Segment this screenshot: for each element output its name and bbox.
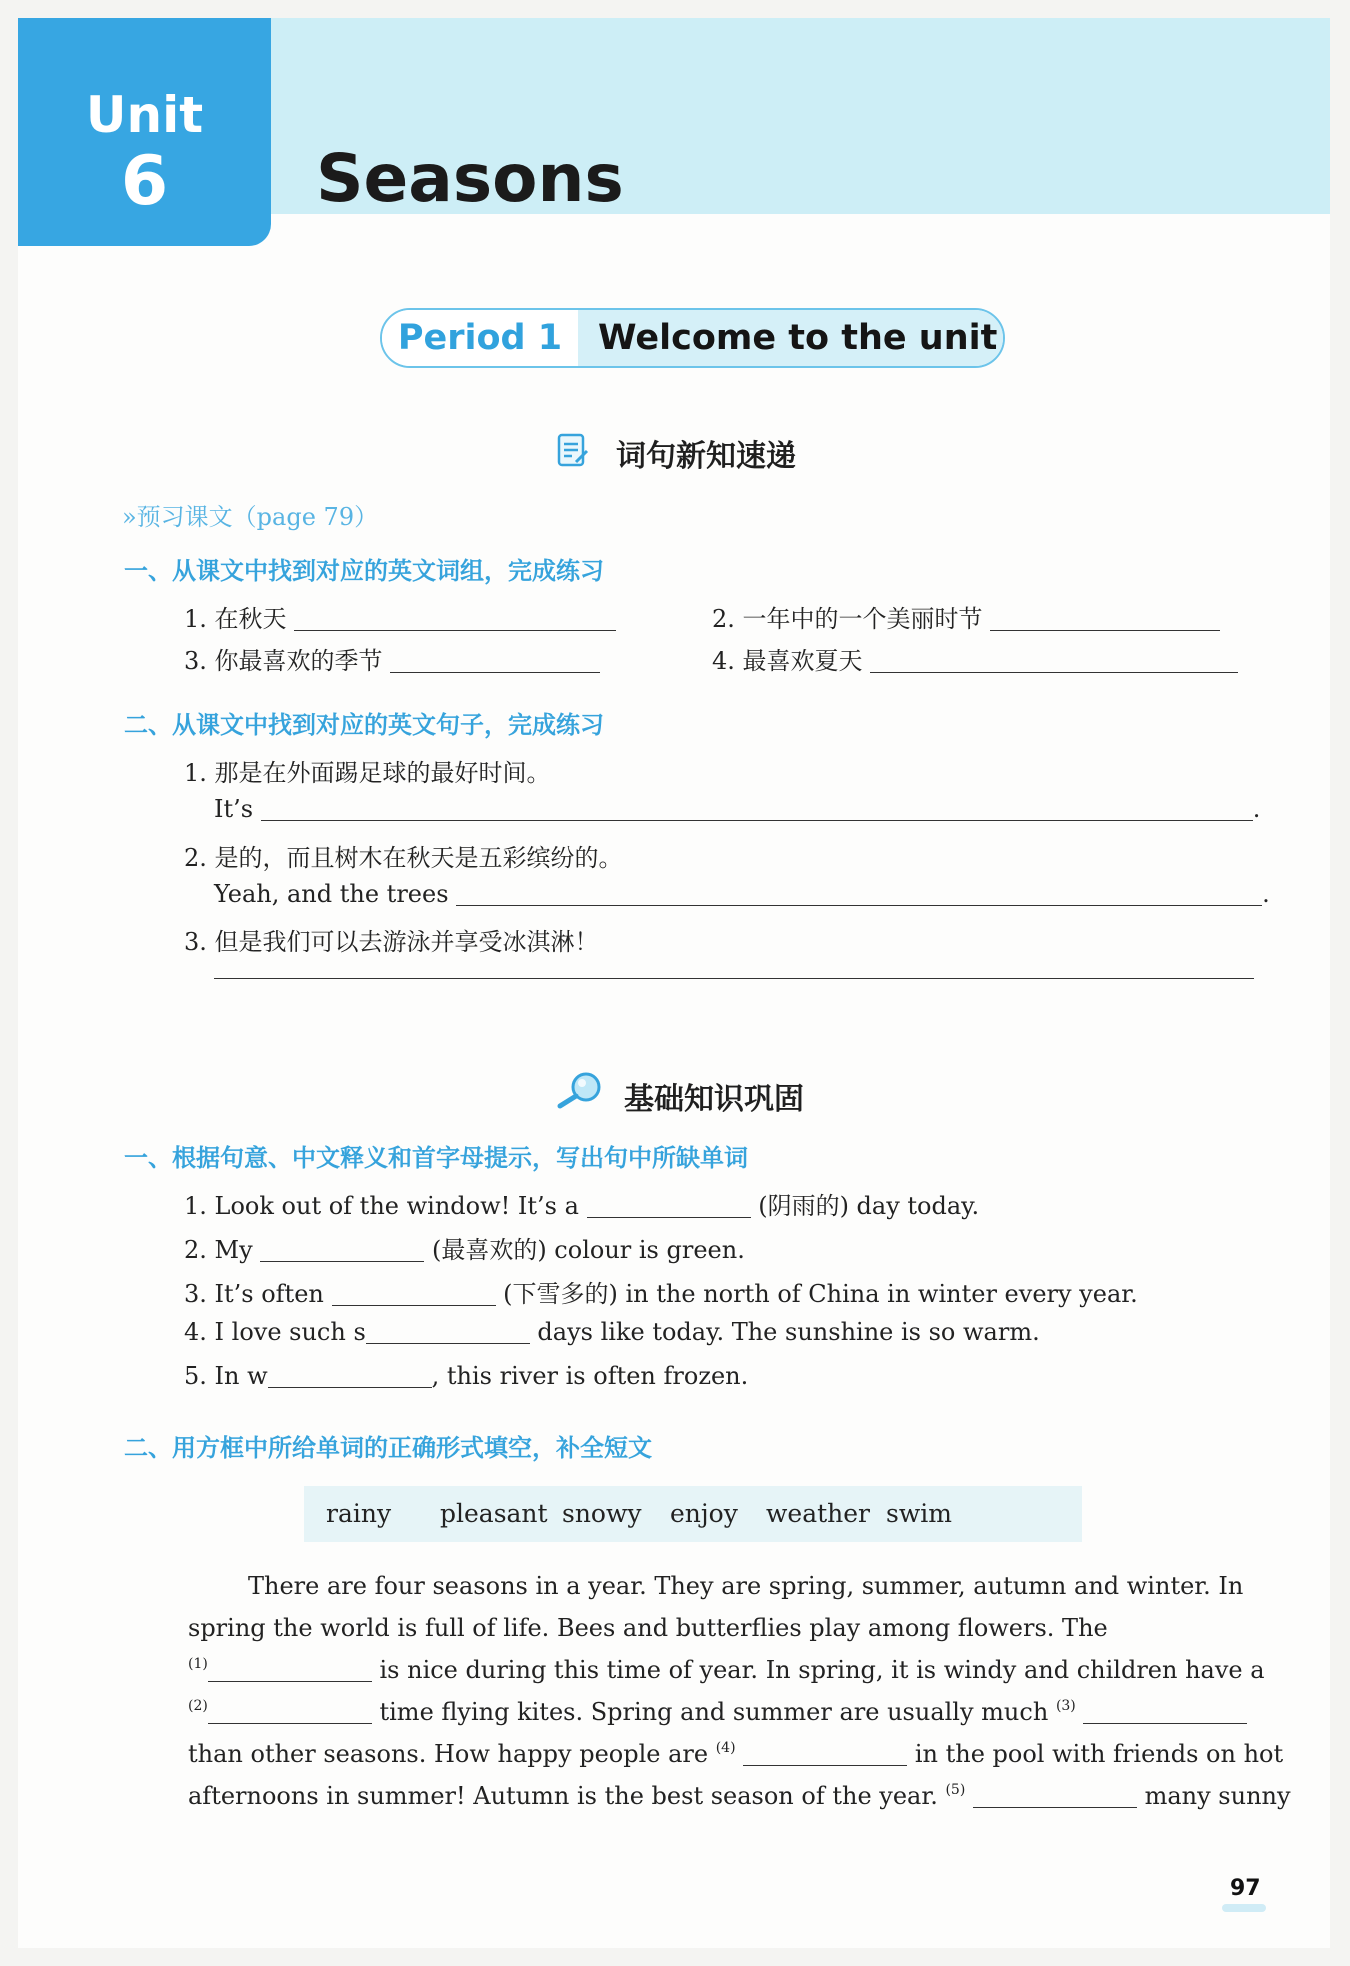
- unit-number: 6: [120, 142, 169, 221]
- passage-text: afternoons in summer! Autumn is the best season of the year.: [188, 1782, 938, 1810]
- answer-blank[interactable]: [456, 881, 1262, 906]
- answer-blank[interactable]: [973, 1783, 1137, 1808]
- word-option: pleasant: [440, 1499, 548, 1528]
- unit-tab: [18, 18, 271, 246]
- exercise-title-passage: 二、用方框中所给单词的正确形式填空，补全短文: [124, 1434, 652, 1462]
- fill-item: [184, 1230, 745, 1265]
- preview-note: »预习课文（page 79）: [122, 503, 379, 531]
- phrase-item: [184, 641, 600, 676]
- answer-blank[interactable]: [1083, 1699, 1247, 1724]
- exercise-title-sentences: 二、从课文中找到对应的英文句子，完成练习: [124, 711, 604, 739]
- blank-number: (4): [715, 1740, 736, 1756]
- phrase-item: [712, 599, 1220, 634]
- answer-blank[interactable]: [587, 1193, 751, 1218]
- answer-blank[interactable]: [208, 1657, 372, 1682]
- section-heading-new-knowledge: 词句新知速递: [616, 439, 796, 474]
- fill-item: [184, 1274, 1138, 1309]
- phrase-prompt: 1. 在秋天: [184, 605, 287, 633]
- fill-text: days like today. The sunshine is so warm.: [537, 1318, 1040, 1346]
- passage-text: is nice during this time of year. In spring, it is windy and children have a: [379, 1656, 1265, 1684]
- fill-item: [184, 1186, 979, 1221]
- passage-line: [188, 1698, 1247, 1726]
- notepad-icon: [556, 432, 590, 468]
- passage-line: [188, 1656, 1265, 1684]
- magnifier-icon: [554, 1070, 604, 1110]
- answer-blank[interactable]: [294, 606, 616, 631]
- passage-line: [188, 1782, 1291, 1810]
- page-number-bar: [1222, 1904, 1266, 1912]
- unit-label: Unit: [85, 86, 204, 144]
- workbook-page: [18, 18, 1330, 1948]
- sentence-prompt: 2. 是的，而且树木在秋天是五彩缤纷的。: [184, 844, 623, 872]
- exercise-title-fill-words: 一、根据句意、中文释义和首字母提示，写出句中所缺单词: [124, 1144, 748, 1172]
- fill-text: 4. I love such s: [184, 1318, 366, 1346]
- phrase-prompt: 3. 你最喜欢的季节: [184, 647, 383, 675]
- passage-line: There are four seasons in a year. They are spring, summer, autumn and winter. In: [248, 1572, 1244, 1600]
- exercise-title-phrases: 一、从课文中找到对应的英文词组，完成练习: [124, 557, 604, 585]
- answer-blank[interactable]: [260, 1237, 424, 1262]
- fill-text: (阴雨的) day today.: [758, 1192, 980, 1220]
- word-option: enjoy: [670, 1499, 738, 1528]
- sentence-prompt: 1. 那是在外面踢足球的最好时间。: [184, 759, 551, 787]
- answer-blank[interactable]: [366, 1319, 530, 1344]
- phrase-item: [184, 599, 616, 634]
- unit-title: Seasons: [316, 140, 624, 217]
- blank-number: (1): [188, 1656, 208, 1672]
- phrase-prompt: 4. 最喜欢夏天: [712, 647, 863, 675]
- passage-text: many sunny: [1144, 1782, 1291, 1810]
- sentence-start: Yeah, and the trees: [214, 880, 449, 908]
- answer-blank[interactable]: [268, 1363, 432, 1388]
- period-title: Welcome to the unit: [578, 310, 1003, 366]
- sentence-prompt: 3. 但是我们可以去游泳并享受冰淇淋！: [184, 928, 599, 956]
- fill-text: 1. Look out of the window! It’s a: [184, 1192, 579, 1220]
- sentence-item: Yeah, and the trees .: [214, 880, 1270, 908]
- word-option: snowy: [562, 1499, 642, 1528]
- word-option: weather: [766, 1499, 870, 1528]
- passage-text: time flying kites. Spring and summer are usually much: [379, 1698, 1049, 1726]
- word-option: rainy: [326, 1499, 392, 1528]
- word-box: [304, 1486, 1082, 1542]
- fill-text: 2. My: [184, 1236, 253, 1264]
- fill-item: [184, 1318, 1040, 1346]
- fill-text: (下雪多的) in the north of China in winter every year.: [503, 1280, 1138, 1308]
- phrase-prompt: 2. 一年中的一个美丽时节: [712, 605, 983, 633]
- fill-text: 3. It’s often: [184, 1280, 324, 1308]
- sentence-item: It’s .: [214, 795, 1261, 823]
- passage-line: [188, 1740, 1283, 1768]
- blank-number: (3): [1055, 1698, 1076, 1714]
- answer-blank[interactable]: [332, 1281, 496, 1306]
- word-option: swim: [886, 1499, 952, 1528]
- answer-blank[interactable]: [870, 648, 1238, 673]
- blank-number: (2): [188, 1698, 208, 1714]
- passage-text: than other seasons. How happy people are: [188, 1740, 709, 1768]
- passage-line: spring the world is full of life. Bees and butterflies play among flowers. The: [188, 1614, 1108, 1642]
- answer-blank[interactable]: [208, 1699, 372, 1724]
- answer-blank[interactable]: [743, 1741, 907, 1766]
- blank-number: (5): [945, 1782, 966, 1798]
- fill-text: (最喜欢的) colour is green.: [431, 1236, 745, 1264]
- fill-text: , this river is often frozen.: [431, 1362, 749, 1390]
- answer-blank[interactable]: [990, 606, 1220, 631]
- period-pill: [380, 308, 1005, 368]
- passage-text: in the pool with friends on hot: [914, 1740, 1284, 1768]
- sentence-start: It’s: [214, 795, 254, 823]
- page-number: 97: [1230, 1876, 1261, 1901]
- section-heading-basic-knowledge: 基础知识巩固: [624, 1082, 804, 1117]
- answer-blank[interactable]: [261, 796, 1253, 821]
- phrase-item: [712, 641, 1238, 676]
- answer-blank[interactable]: [390, 648, 600, 673]
- period-label: Period 1: [382, 310, 578, 366]
- fill-text: 5. In w: [184, 1362, 268, 1390]
- answer-line[interactable]: [214, 978, 1254, 979]
- fill-item: [184, 1362, 748, 1390]
